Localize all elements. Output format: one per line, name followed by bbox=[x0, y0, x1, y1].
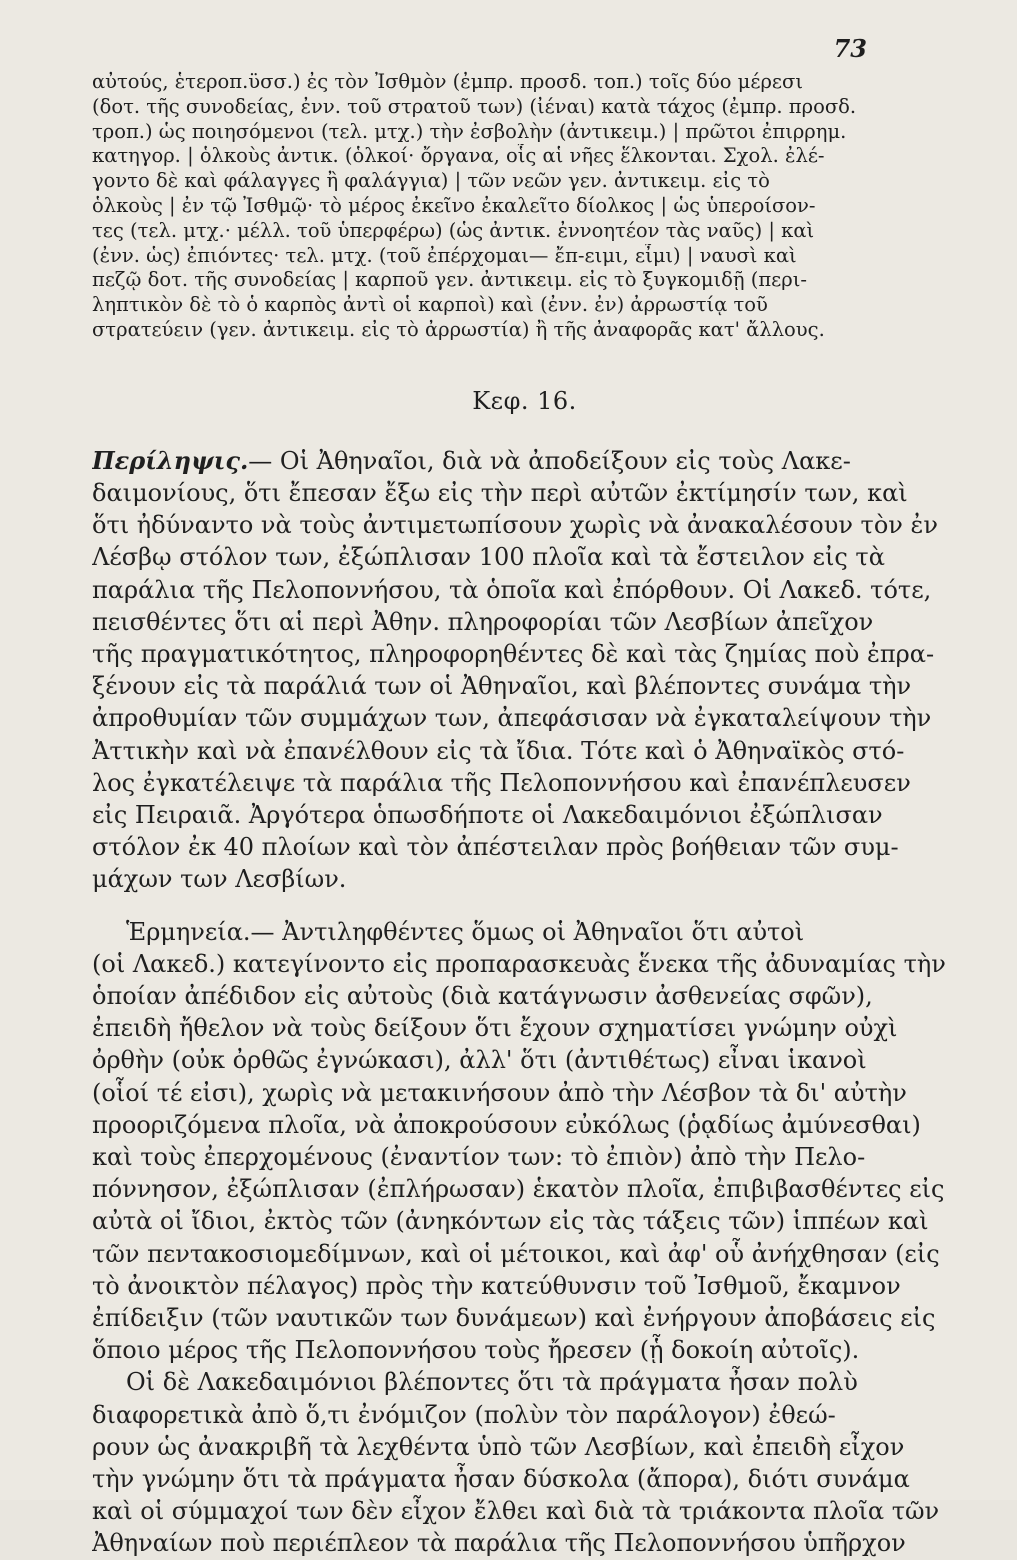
page-number: 73 bbox=[833, 34, 867, 63]
interpretation-line: ὅποιο μέρος τῆς Πελοποννήσου τοὺς ἤρεσεν (ᾗ δοκοίη αὐτοῖς). bbox=[92, 1336, 860, 1365]
notes-line: τες (τελ. μτχ.· μέλλ. τοῦ ὑπερφέρω) (ὡς ἀντικ. ἐννοητέον τὰς ναῦς) | καὶ bbox=[92, 218, 815, 242]
summary-line: Λέσβῳ στόλον των, ἐξώπλισαν 100 πλοῖα καὶ τὰ ἔστειλον εἰς τὰ bbox=[92, 543, 885, 572]
grammar-notes bbox=[92, 70, 957, 343]
summary-line: πεισθέντες ὅτι αἱ περὶ Ἀθην. πληροφορίαι τῶν Λεσβίων ἀπεῖχον bbox=[92, 607, 874, 636]
closing-line: διαφορετικὰ ἀπὸ ὅ,τι ἐνόμιζον (πολὺν τὸν παράλογον) ἐθεώ- bbox=[92, 1400, 836, 1429]
summary-paragraph bbox=[92, 445, 957, 896]
main-text bbox=[92, 445, 957, 1560]
interpretation-line: καὶ τοὺς ἐπερχομένους (ἐναντίον των: τὸ ἐπιὸν) ἀπὸ τὴν Πελο- bbox=[92, 1143, 866, 1172]
closing-line: Οἱ δὲ Λακεδαιμόνιοι βλέποντες ὅτι τὰ πράγματα ἦσαν πολὺ bbox=[126, 1368, 858, 1397]
interpretation-line: ὁποίαν ἀπέδιδον εἰς αὐτοὺς (διὰ κατάγνωσιν ἀσθενείας σφῶν), bbox=[92, 982, 873, 1011]
closing-line: καὶ οἱ σύμμαχοί των δὲν εἶχον ἔλθει καὶ διὰ τὰ τριάκοντα πλοῖα τῶν bbox=[92, 1497, 940, 1526]
summary-line: ἀπροθυμίαν τῶν συμμάχων των, ἀπεφάσισαν νὰ ἐγκαταλείψουν τὴν bbox=[92, 704, 932, 733]
interpretation-line: — Ἀντιληφθέντες ὅμως οἱ Ἀθηναῖοι ὅτι αὐτοὶ bbox=[250, 917, 805, 946]
interpretation-paragraph bbox=[92, 916, 957, 1367]
closing-line: Ἀθηναίων ποὺ περιέπλεον τὰ παράλια τῆς Πελοποννήσου ὑπῆρχον bbox=[92, 1529, 906, 1558]
notes-line: γοντο δὲ καὶ φάλαγγες ἢ φαλάγγια) | τῶν νεῶν γεν. ἀντικειμ. εἰς τὸ bbox=[92, 169, 770, 193]
summary-label: Περίληψις. bbox=[92, 445, 249, 475]
closing-paragraph bbox=[92, 1366, 957, 1559]
summary-line: δαιμονίους, ὅτι ἔπεσαν ἔξω εἰς τὴν περὶ αὐτῶν ἐκτίμησίν των, καὶ bbox=[92, 478, 908, 507]
paragraph-gap bbox=[92, 896, 957, 916]
interpretation-line: τὸ ἀνοικτὸν πέλαγος) πρὸς τὴν κατεύθυνσιν τοῦ Ἰσθμοῦ, ἔκαμνον bbox=[92, 1271, 901, 1300]
interpretation-line: (οἷοί τέ εἰσι), χωρὶς νὰ μετακινήσουν ἀπὸ τὴν Λέσβον τὰ δι' αὐτὴν bbox=[92, 1078, 907, 1107]
closing-line: τὴν γνώμην ὅτι τὰ πράγματα ἦσαν δύσκολα (ἄπορα), διότι συνάμα bbox=[92, 1465, 910, 1494]
summary-line: τῆς πραγματικότητος, πληροφορηθέντες δὲ καὶ τὰς ζημίας ποὺ ἐπρα- bbox=[92, 639, 935, 668]
interpretation-label: Ἑρμηνεία. bbox=[126, 917, 251, 946]
interpretation-line: αὐτὰ οἱ ἴδιοι, ἐκτὸς τῶν (ἀνηκόντων εἰς τὰς τάξεις τῶν) ἱππέων καὶ bbox=[92, 1207, 929, 1236]
interpretation-line: πόννησον, ἐξώπλισαν (ἐπλήρωσαν) ἑκατὸν πλοῖα, ἐπιβιβασθέντες εἰς bbox=[92, 1175, 945, 1204]
closing-line: ρουν ὡς ἀνακριβῆ τὰ λεχθέντα ὑπὸ τῶν Λεσβίων, καὶ ἐπειδὴ εἶχον bbox=[92, 1432, 905, 1461]
interpretation-line: τῶν πεντακοσιομεδίμνων, καὶ οἱ μέτοικοι, καὶ ἀφ' οὗ ἀνήχθησαν (εἰς bbox=[92, 1239, 940, 1268]
notes-line: ληπτικὸν δὲ τὸ ὁ καρπὸς ἀντὶ οἱ καρποὶ) καὶ (ἐνν. ἐν) ἀρρωστίᾳ τοῦ bbox=[92, 293, 768, 317]
notes-line: ὁλκοὺς | ἐν τῷ Ἰσθμῷ· τὸ μέρος ἐκεῖνο ἐκαλεῖτο δίολκος | ὡς ὑπεροίσον- bbox=[92, 193, 816, 217]
summary-line: Ἀττικὴν καὶ νὰ ἐπανέλθουν εἰς τὰ ἴδια. Τότε καὶ ὁ Ἀθηναϊκὸς στό- bbox=[92, 736, 905, 765]
chapter-title: Κεφ. 16. bbox=[472, 386, 577, 415]
summary-line: μάχων των Λεσβίων. bbox=[92, 865, 347, 894]
summary-line: — Οἱ Ἀθηναῖοι, διὰ νὰ ἀποδείξουν εἰς τοὺς Λακε- bbox=[248, 446, 851, 475]
notes-line: πεζῷ δοτ. τῆς συνοδείας | καρποῦ γεν. ἀντικειμ. εἰς τὸ ξυγκομιδῇ (περι- bbox=[92, 268, 807, 292]
summary-line: στόλον ἐκ 40 πλοίων καὶ τὸν ἀπέστειλαν πρὸς βοήθειαν τῶν συμ- bbox=[92, 833, 899, 862]
summary-line: ὅτι ἠδύναντο νὰ τοὺς ἀντιμετωπίσουν χωρὶς νὰ ἀνακαλέσουν τὸν ἐν bbox=[92, 511, 938, 540]
notes-line: αὐτούς, ἑτεροπ.ϋσσ.) ἐς τὸν Ἰσθμὸν (ἐμπρ. προσδ. τοπ.) τοῖς δύο μέρεσι bbox=[92, 70, 803, 93]
summary-line: παράλια τῆς Πελοποννήσου, τὰ ὁποῖα καὶ ἐπόρθουν. Οἱ Λακεδ. τότε, bbox=[92, 575, 932, 604]
interpretation-line: ἐπίδειξιν (τῶν ναυτικῶν των δυνάμεων) καὶ ἐνήργουν ἀποβάσεις εἰς bbox=[92, 1304, 936, 1333]
notes-line: τροπ.) ὡς ποιησόμενοι (τελ. μτχ.) τὴν ἐσβολὴν (ἀντικειμ.) | πρῶτοι ἐπιρρημ. bbox=[92, 119, 847, 143]
notes-line: στρατεύειν (γεν. ἀντικειμ. εἰς τὸ ἀρρωστία) ἢ τῆς ἀναφορᾶς κατ' ἄλλους. bbox=[92, 317, 825, 341]
summary-line: εἰς Πειραιᾶ. Ἀργότερα ὁπωσδήποτε οἱ Λακεδαιμόνιοι ἐξώπλισαν bbox=[92, 801, 883, 829]
notes-line: κατηγορ. | ὁλκοὺς ἀντικ. (ὁλκοί· ὄργανα, οἷς αἱ νῆες ἕλκονται. Σχολ. ἐλέ- bbox=[92, 144, 825, 168]
summary-line: λος ἐγκατέλειψε τὰ παράλια τῆς Πελοποννήσου καὶ ἐπανέπλευσεν bbox=[92, 768, 911, 797]
interpretation-line: (οἱ Λακεδ.) κατεγίνοντο εἰς προπαρασκευὰς ἕνεκα τῆς ἀδυναμίας τὴν bbox=[92, 949, 946, 978]
interpretation-line: ὀρθὴν (οὐκ ὀρθῶς ἐγνώκασι), ἀλλ' ὅτι (ἀντιθέτως) εἶναι ἱκανοὶ bbox=[92, 1046, 867, 1075]
interpretation-line: ἐπειδὴ ἤθελον νὰ τοὺς δείξουν ὅτι ἔχουν σχηματίσει γνώμην οὐχὶ bbox=[92, 1014, 898, 1043]
notes-line: (ἐνν. ὡς) ἐπιόντες· τελ. μτχ. (τοῦ ἐπέρχομαι— ἔπ-ειμι, εἶμι) | ναυσὶ καὶ bbox=[92, 243, 797, 267]
interpretation-line: προοριζόμενα πλοῖα, νὰ ἀποκρούσουν εὐκόλως (ῥᾳδίως ἀμύνεσθαι) bbox=[92, 1110, 921, 1139]
summary-line: ξένουν εἰς τὰ παράλιά των οἱ Ἀθηναῖοι, καὶ βλέποντες συνάμα τὴν bbox=[92, 672, 912, 701]
notes-line: (δοτ. τῆς συνοδείας, ἐνν. τοῦ στρατοῦ των) (ἰέναι) κατὰ τάχος (ἐμπρ. προσδ. bbox=[92, 94, 857, 118]
